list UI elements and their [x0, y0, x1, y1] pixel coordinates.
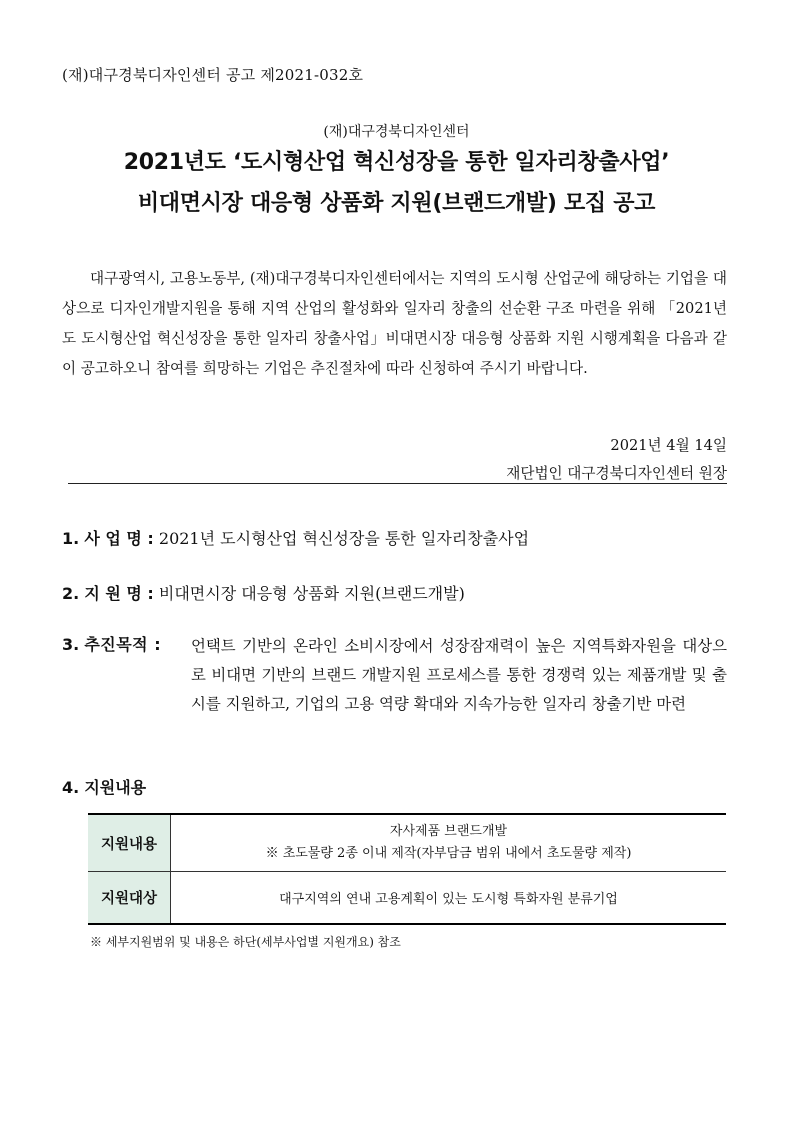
intro-paragraph: 대구광역시, 고용노동부, (재)대구경북디자인센터에서는 지역의 도시형 산업군에 해당하는 기업을 대상으로 디자인개발지원을 통해 지역 산업의 활성화와 일자리 창출의 선순환 구조 마련을 위해 「2021년도 도시형산업 혁신성장을 통한 일자리 창출사업」비대면시장 대응형 상품화 지원 시행계획을 다음과 같이 공고하오니 참여를 희망하는 기업은 추진절차에 따라 신청하여 주시기 바랍니다. [62, 270, 727, 377]
announcement-date: 2021년 4월 14일 [610, 437, 727, 454]
signature-divider [68, 483, 727, 484]
section-support-content-heading [62, 775, 146, 798]
section-purpose-heading [62, 632, 161, 655]
table-cell: 대구지역의 연내 고용계획이 있는 도시형 특화자원 분류기업 [171, 872, 727, 925]
footnote: ※ 세부지원범위 및 내용은 하단(세부사업별 지원개요) 참조 [90, 935, 401, 949]
document-title-line1: 2021년도 ‘도시형산업 혁신성장을 통한 일자리창출사업’ [123, 150, 670, 175]
table-row [88, 814, 726, 872]
organization-name: (재)대구경북디자인센터 [323, 124, 470, 140]
support-item: 자사제품 브랜드개발 [389, 824, 508, 839]
table-cell [171, 814, 727, 872]
section-value: 2021년 도시형산업 혁신성장을 통한 일자리창출사업 [158, 529, 530, 548]
section-label: 지 원 명 : [84, 584, 154, 603]
section-label: 추진목적 : [84, 635, 162, 654]
section-number: 2. [62, 584, 80, 603]
document-title-line2: 비대면시장 대응형 상품화 지원(브랜드개발) 모집 공고 [137, 191, 656, 216]
section-purpose-text: 언택트 기반의 온라인 소비시장에서 성장잠재력이 높은 지역특화자원을 대상으로 비대면 기반의 브랜드 개발지원 프로세스를 통한 경쟁력 있는 제품개발 및 출시를 지원하고, 기업의 고용 역량 확대와 지속가능한 일자리 창출기반 마련 [191, 637, 727, 713]
notice-number: (재)대구경북디자인센터 공고 제2021-032호 [62, 66, 364, 84]
section-number: 3. [62, 635, 80, 654]
signer-name: 재단법인 대구경북디자인센터 원장 [506, 465, 727, 482]
section-value: 비대면시장 대응형 상품화 지원(브랜드개발) [158, 584, 465, 603]
table-header-cell: 지원내용 [88, 814, 171, 872]
section-number: 4. [62, 778, 80, 797]
support-table [88, 813, 726, 925]
section-label: 사 업 명 : [84, 529, 154, 548]
support-note: ※ 초도물량 2종 이내 제작(자부담금 범위 내에서 초도물량 제작) [265, 846, 632, 861]
section-business-name [62, 526, 529, 549]
section-support-name [62, 581, 465, 604]
table-row [88, 872, 726, 925]
section-number: 1. [62, 529, 80, 548]
table-header-cell: 지원대상 [88, 872, 171, 925]
section-label: 지원내용 [84, 778, 147, 797]
